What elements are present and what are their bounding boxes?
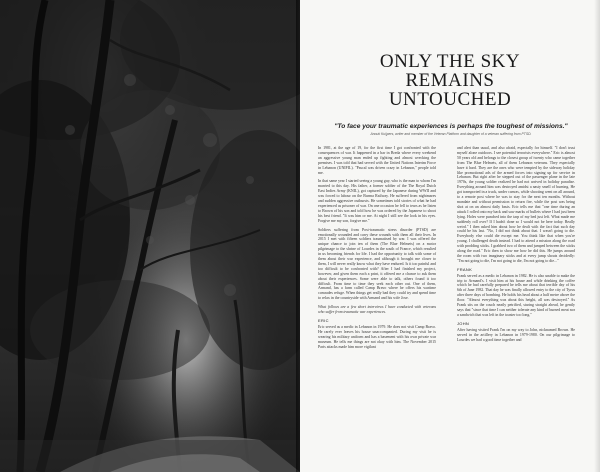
- paragraph: and alert than usual, and also afraid, especially for himself. "I don't trust myself alone outdoors. I see potential terrorists everywhere." Eric is almost 50 years old and belongs to the closest group of twenty who came together from The Blue Helmets, all of them Lebanon veterans. They especially have it hard. They are the ones who were tempted by the sideway holiday like promotional ads of the armed forces into signing up for service in Lebanon. But right after he stepped out of the passenger plane in the late 1970s, the young soldier realized he had not arrived in holiday paradise. Everything around him was destroyed amidst a nasty smell of burning. He got transported in a truck, under canvas, while shooting went on all around, to a remote post where he was to stay for the next ten months. Without mandate and without permission to return fire, while the post was being shot at on an almost daily basis. Eric tells me that "one time during an attack I rolled onto my back and saw marks of bullets where I had just been lying. Holes were punched into the tarp of my bed just left. What made me suddenly roll over? If I hadn't done so I would not be here today. Really weird." I then asked him about how he dealt with the fact that such day could be his last. "No, I did not think about that. I wasn't going to die. Everybody else could die except me. You think like that when you're young. I challenged death instead. I had to attend a mission along the road with prodding sticks. I grabbed two of them and jumped between the sticks along the road." Eric then to show me how he did this. He jumps around the room with two imaginary sticks and at every jump shouts decidedly: "I'm not going to die, I'm not going to die, I'm not going to die...": [457, 146, 575, 263]
- article-title: [320, 52, 580, 109]
- paragraph: Eric served as a medic in Lebanon in 1979. He does not visit Camp Bravo. He rarely ever leaves his house unaccompanied. During my visit he is wearing his military uniform and has a basement with his own private war museum. He tells me things are not okay with him. The November 2015 Paris attacks made him more vigilant: [318, 324, 436, 349]
- paragraph: Frank served as a medic in Lebanon in 1982. He is also unable to make the trip to Armand's. I visit him at his house and while drinking the coffee which he had carefully prepared he tells me about that terrible day of his 6th of June 1982. That day he was finally allowed entry to the city of Tyrus after three days of bombing. He holds his head about a half metre above the floor. "Almost everything was about this height, all was destroyed." As Frank sits on the couch neatly petrified, staring straight ahead, he gently says that "since that time I can neither tolerate any kind of burned meat nor a sandwich that was left in the toaster too long.": [457, 273, 575, 317]
- title-line: REMAINS: [405, 70, 495, 91]
- paragraph: Soldiers suffering from Post-traumatic stress disorder (PTSD) are emotionally wounded and carry these wounds with them all their lives. In 2015 I met with fifteen soldiers traumatised by war. I was offered the unique chance to join ten of them (The Blue Helmets) on a motor pilgrimage to the shrine of Lourdes in the south of France, which resulted in us becoming friends for life. I had the opportunity to talk with some of them about their war experience, and although it brought me closer to them, I will never really know what they have endured. Is it too painful and too difficult to be confronted with? After I had finished my project, however, and given them each a print, it offered me a chance to ask them about their experiences. Some were able to talk, others found it too difficult. From time to time they seek each other out. One of them, Armand, has a farm called Camp Bravo where he offers his wartime comrades refuge. When things get really bad they could try and spend time to relax in the countryside with Armand and his wife Jose.: [318, 227, 436, 301]
- paragraph: After having visited Frank I'm on my way to John, nicknamed Brown. He served in the artillery in Lebanon in 1979-1980. On our pilgrimage to Lourdes we had a good time together and: [457, 327, 575, 342]
- section-heading: ERIC: [318, 318, 329, 323]
- body-column-right: [457, 146, 575, 346]
- intro-paragraph: What follows are a few short interviews I have conducted with veterans who suffer from traumatic war experiences.: [318, 305, 436, 315]
- pull-quote: "To face your traumatic experiences is perhaps the toughest of missions.": [334, 123, 568, 130]
- title-line: UNTOUCHED: [388, 89, 512, 110]
- title-line: ONLY THE SKY: [379, 51, 521, 72]
- body-column-left: [318, 146, 436, 353]
- paragraph: In that same year I started seeing a young guy, who is the man to whom I'm married to this day. His father, a former soldier of the The Royal Dutch East Indies Army (KNIL), got captured by the Japanese during WWII and was forced to labour on the Burma Railway. He suffered from nightmares and sudden aggressive outbursts. He sometimes told stories of what he had experienced as prisoner of war. On one occasion he fell to tears as he listen to Brown of his son and told how he was ordered by the Japanese to shoot his best friend. "It was him or me. At night I still see the look in his eyes. Forgive me my son, forgive me.": [318, 179, 436, 223]
- paragraph: In 1981, at the age of 19, for the first time I got confronted with the consequences of war. It happened in a bar in Breda where every weekend an aggressive young man ended up fighting and almost wrecking the premises. I was told that had served with the United Nations Interim Force in Lebanon (UNIFIL). "Pascal was driven crazy in Lebanon," people told me.: [318, 146, 436, 175]
- section-heading: JOHN: [457, 320, 470, 326]
- quote-credit: Anouk Kuijpers, writer and member of the Veteran Platform and daughter of a veteran suffering from PTSD.: [370, 132, 532, 136]
- section-heading: FRANK: [457, 266, 473, 272]
- right-page: [300, 0, 600, 472]
